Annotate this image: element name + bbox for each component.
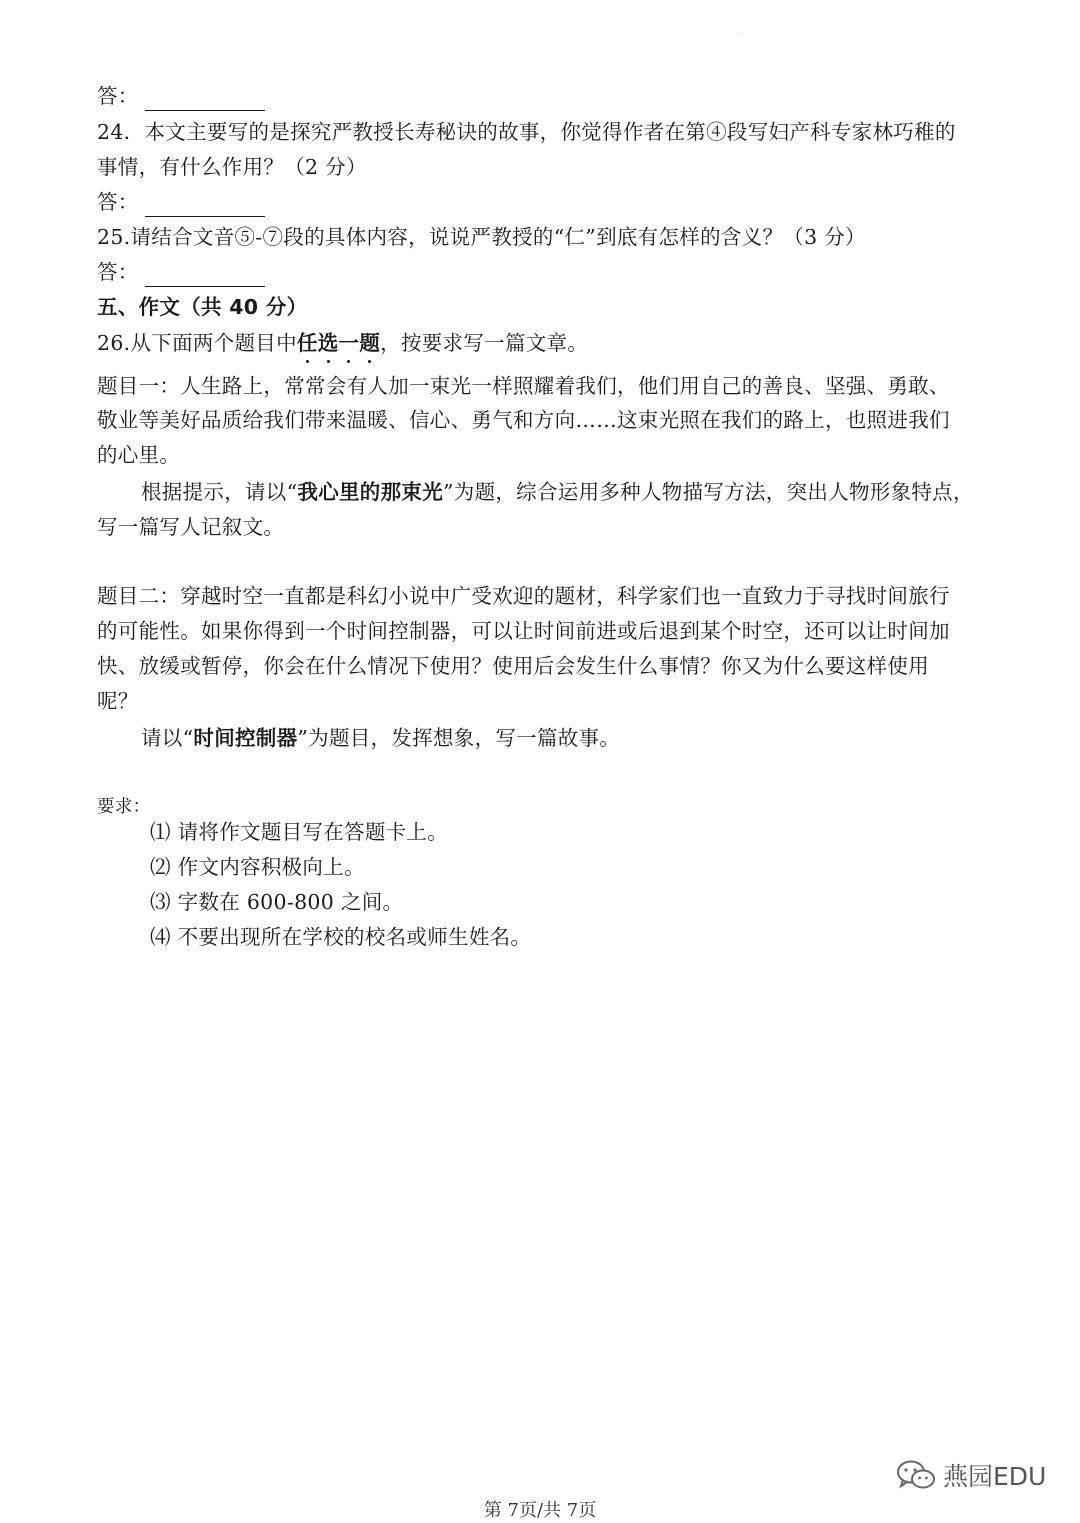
topic1-line-2: 敬业等美好品质给我们带来温暖、信心、勇气和方向……这束光照在我们的路上，也照进我们	[97, 408, 950, 432]
q24-text-line-2: 事情，有什么作用？（2 分）	[97, 155, 367, 179]
q25-answer-line	[97, 257, 987, 287]
emph-char: 题	[359, 328, 380, 358]
topic2-line-4: 呢？	[97, 689, 139, 713]
header-mark: ·	[737, 30, 740, 40]
hint-prefix: 请以“	[141, 726, 194, 750]
topic2-hint	[141, 723, 1031, 753]
requirement-item: ⑶ 字数在 600-800 之间。	[150, 890, 404, 914]
emph-char: 任	[297, 328, 318, 358]
answer-label: 答：	[97, 190, 139, 214]
page-number: 第 7页/共 7页	[483, 1500, 597, 1521]
watermark	[895, 1457, 1046, 1493]
answer-blank	[145, 194, 265, 217]
topic2-line-3: 快、放缓或暂停，你会在什么情况下使用？使用后会发生什么事情？你又为什么要这样使用	[97, 654, 929, 678]
answer-blank	[145, 264, 265, 287]
answer-label: 答：	[97, 260, 139, 284]
emph-char: 选	[318, 328, 339, 358]
answer-label: 答：	[97, 84, 139, 108]
requirement-item: ⑴ 请将作文题目写在答题卡上。	[150, 820, 449, 844]
q26-suffix: ，按要求写一篇文章。	[380, 331, 589, 355]
answer-blank	[145, 88, 265, 111]
hint-suffix: ”为题，综合运用多种人物描写方法，突出人物形象特点，	[443, 480, 974, 504]
hint-prefix: 根据提示，请以“	[141, 480, 298, 504]
watermark-text: 燕园EDU	[943, 1462, 1047, 1491]
topic1-hint-line-2: 写一篇写人记叙文。	[97, 515, 285, 539]
q24-text-line-1: 24．本文主要写的是探究严教授长寿秘诀的故事，你觉得作者在第④段写妇产科专家林巧稚的	[97, 120, 956, 144]
section-title: 五、作文（共 40 分）	[97, 295, 308, 319]
q26-prefix: 26.从下面两个题目中	[97, 331, 297, 355]
essay-title-1: 我心里的那束光	[297, 480, 443, 504]
requirement-item: ⑷ 不要出现所在学校的校名或师生姓名。	[150, 925, 532, 949]
wechat-icon	[895, 1458, 937, 1492]
topic2-line-2: 的可能性。如果你得到一个时间控制器，可以让时间前进或后退到某个时空，还可以让时间加	[97, 619, 950, 643]
topic1-hint	[141, 477, 1031, 507]
topic1-line-1: 题目一：人生路上，常常会有人加一束光一样照耀着我们，他们用自己的善良、坚强、勇敢、	[97, 374, 950, 398]
q25-text-line-1: 25.请结合文音⑤-⑦段的具体内容，说说严教授的“仁”到底有怎样的含义？（3 分）	[97, 225, 866, 249]
q23-answer-line	[97, 81, 987, 111]
requirement-item: ⑵ 作文内容积极向上。	[150, 855, 365, 879]
requirements-label: 要求：	[97, 797, 151, 817]
essay-title-2: 时间控制器	[193, 726, 298, 750]
topic2-line-1: 题目二：穿越时空一直都是科幻小说中广受欢迎的题材，科学家们也一直致力于寻找时间旅行	[97, 584, 950, 608]
q26-instruction	[97, 328, 987, 358]
topic1-line-3: 的心里。	[97, 443, 181, 467]
q24-answer-line	[97, 187, 987, 217]
hint-suffix: ”为题目，发挥想象，写一篇故事。	[297, 726, 621, 750]
q26-emphasis	[297, 331, 380, 355]
emph-char: 一	[339, 328, 360, 358]
